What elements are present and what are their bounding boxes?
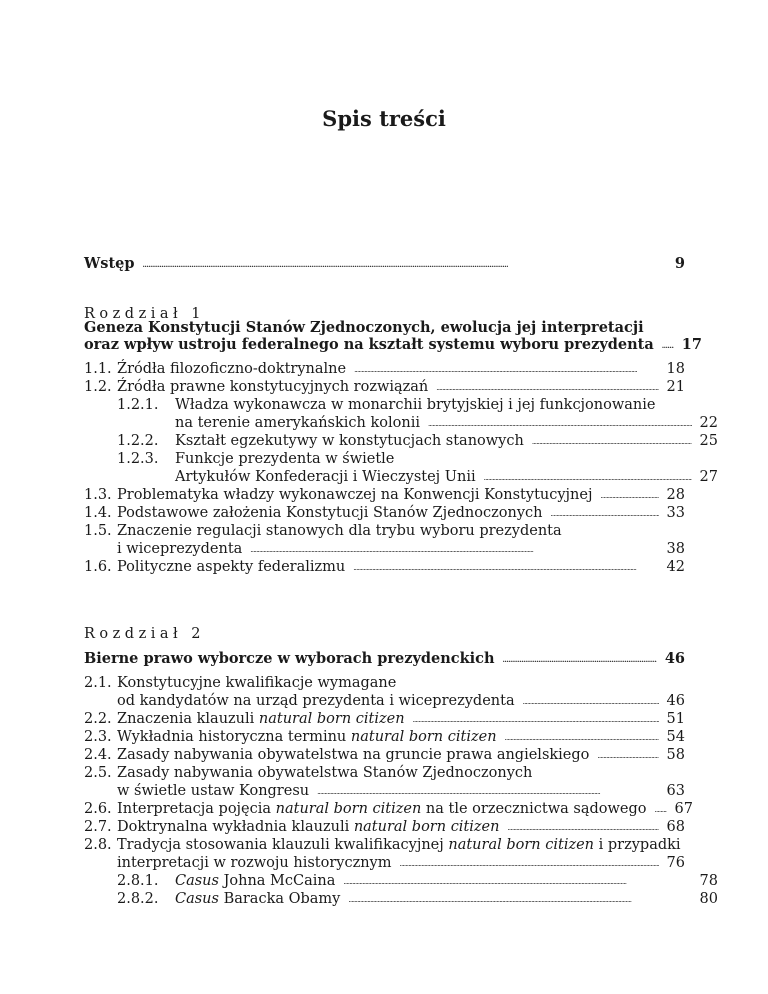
- page-title: Spis treści: [322, 106, 446, 131]
- toc-entry-cont: Artykułów Konfederacji i Wieczystej Unii . . . 27: [84, 466, 718, 490]
- toc-entry-cont: w świetle ustaw Kongresu . . . 63: [84, 780, 685, 804]
- toc-entry: 2.7. Doktrynalna wykładnia klauzuli natural born citizen . . . 68: [84, 816, 685, 840]
- toc-entry: 1.6. Polityczne aspekty federalizmu . . . 42: [84, 556, 685, 580]
- toc-entry: 1.4. Podstawowe założenia Konstytucji Stanów Zjednoczonych . . . 33: [84, 502, 685, 526]
- chapter-1-heading: Geneza Konstytucji Stanów Zjednoczonych, ewolucja jej interpretacji: [84, 319, 644, 336]
- toc-entry: 1.2.2. Kształt egzekutywy w konstytucjach stanowych . . . 25: [84, 430, 718, 454]
- dot-leader: [662, 333, 674, 357]
- toc-entry-cont: od kandydatów na urząd prezydenta i wiceprezydenta . . . 46: [84, 690, 685, 714]
- toc-entry: 2.1. Konstytucyjne kwalifikacje wymagane: [84, 675, 397, 691]
- toc-entry: 1.5. Znaczenie regulacji stanowych dla trybu wyboru prezydenta: [84, 523, 562, 539]
- toc-entry: 1.2.3. Funkcje prezydenta w świetle: [117, 451, 395, 467]
- toc-entry: 2.6. Interpretacja pojęcia natural born citizen na tle orzecznictwa sądowego . . . 67: [84, 798, 685, 822]
- toc-entry: 2.2. Znaczenia klauzuli natural born citizen . . . 51: [84, 708, 685, 732]
- toc-entry: 2.8. Tradycja stosowania klauzuli kwalifikacyjnej natural born citizen i przypadki: [84, 837, 681, 853]
- toc-entry-cont: i wiceprezydenta . . . 38: [84, 538, 685, 562]
- dot-leader: [503, 647, 657, 671]
- dot-leader: [353, 555, 658, 579]
- toc-entry: 2.8.1. Casus Johna McCaina . . . 78: [84, 870, 718, 894]
- toc-entry: 2.8.2. Casus Baracka Obamy . . . 80: [84, 888, 718, 912]
- toc-entry: 1.2. Źródła prawne konstytucyjnych rozwiązań . . . 21: [84, 376, 685, 400]
- chapter-1-heading-line2: oraz wpływ ustroju federalnego na kształt systemu wyboru prezydenta . . . 17: [84, 334, 685, 358]
- dot-leader: [143, 252, 659, 276]
- dot-leader: [348, 887, 691, 911]
- toc-entry-intro: Wstęp . . . 9: [84, 253, 685, 277]
- toc-entry: 2.3. Wykładnia historyczna terminu natural born citizen . . . 54: [84, 726, 685, 750]
- toc-entry-cont: na terenie amerykańskich kolonii . . . 22: [84, 412, 718, 436]
- chapter-2-heading: Bierne prawo wyborcze w wyborach prezydenckich . . . 46: [84, 648, 685, 672]
- toc-entry: 2.4. Zasady nabywania obywatelstwa na gruncie prawa angielskiego . . . 58: [84, 744, 685, 768]
- chapter-2-label: Rozdział 2: [84, 626, 206, 642]
- toc-entry-cont: interpretacji w rozwoju historycznym . . . 76: [84, 852, 685, 876]
- chapter-1-label: Rozdział 1: [84, 306, 206, 322]
- toc-entry: 2.5. Zasady nabywania obywatelstwa Stanów Zjednoczonych: [84, 765, 533, 781]
- toc-entry: 1.1. Źródła filozoficzno-doktrynalne . . . 18: [84, 358, 685, 382]
- toc-entry: 1.2.1. Władza wykonawcza w monarchii brytyjskiej i jej funkcjonowanie: [117, 397, 656, 413]
- toc-entry: 1.3. Problematyka władzy wykonawczej na Konwencji Konstytucyjnej . . . 28: [84, 484, 685, 508]
